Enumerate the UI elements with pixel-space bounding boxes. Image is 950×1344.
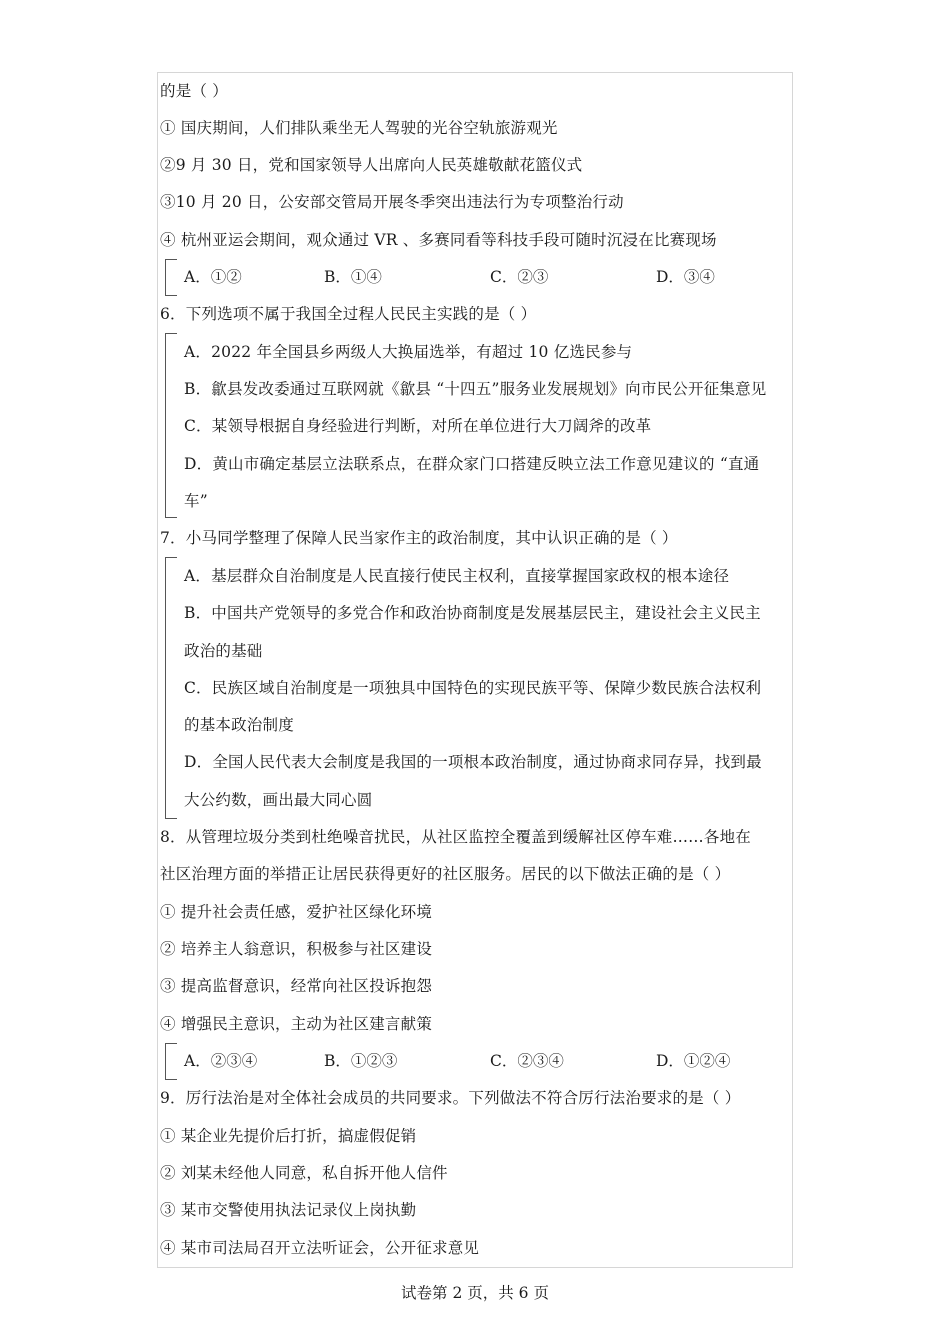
q8-option-a[interactable]: A．②③④ bbox=[184, 1052, 258, 1070]
q7-option-c-cont: 的基本政治制度 bbox=[184, 716, 294, 734]
q9-stem: 9．厉行法治是对全体社会成员的共同要求。下列做法不符合厉行法治要求的是（ ） bbox=[160, 1089, 741, 1107]
q8-stem-line-1: 8．从管理垃圾分类到杜绝噪音扰民，从社区监控全覆盖到缓解社区停车难……各地在 bbox=[160, 828, 751, 846]
q6-option-a[interactable]: A．2022 年全国县乡两级人大换届选举，有超过 10 亿选民参与 bbox=[184, 343, 633, 361]
q7-option-b-cont: 政治的基础 bbox=[184, 642, 263, 660]
q8-item-4: ④ 增强民主意识，主动为社区建言献策 bbox=[160, 1015, 433, 1033]
q7-options-bracket bbox=[165, 557, 177, 819]
q5-item-2: ②9 月 30 日，党和国家领导人出席向人民英雄敬献花篮仪式 bbox=[160, 156, 583, 174]
q8-item-1: ① 提升社会责任感，爱护社区绿化环境 bbox=[160, 903, 433, 921]
q8-option-c[interactable]: C．②③④ bbox=[490, 1052, 564, 1070]
q9-item-3: ③ 某市交警使用执法记录仪上岗执勤 bbox=[160, 1201, 417, 1219]
q6-option-d-cont: 车” bbox=[184, 492, 208, 510]
q6-options-bracket bbox=[165, 333, 177, 518]
q9-item-1: ① 某企业先提价后打折，搞虚假促销 bbox=[160, 1127, 417, 1145]
q8-options-bracket bbox=[165, 1043, 177, 1080]
q7-option-d-cont: 大公约数，画出最大同心圆 bbox=[184, 791, 373, 809]
q8-stem-line-2: 社区治理方面的举措正让居民获得更好的社区服务。居民的以下做法正确的是（ ） bbox=[160, 865, 731, 883]
q8-item-3: ③ 提高监督意识，经常向社区投诉抱怨 bbox=[160, 977, 433, 995]
q7-option-d[interactable]: D．全国人民代表大会制度是我国的一项根本政治制度，通过协商求同存异，找到最 bbox=[184, 753, 762, 771]
q6-option-b[interactable]: B．歙县发改委通过互联网就《歙县 “十四五”服务业发展规划》向市民公开征集意见 bbox=[184, 380, 767, 398]
q5-option-d[interactable]: D．③④ bbox=[656, 268, 715, 286]
q7-option-a[interactable]: A．基层群众自治制度是人民直接行使民主权利，直接掌握国家政权的根本途径 bbox=[184, 567, 730, 585]
q6-option-d[interactable]: D．黄山市确定基层立法联系点，在群众家门口搭建反映立法工作意见建议的 “直通 bbox=[184, 455, 760, 473]
q5-option-a[interactable]: A．①② bbox=[184, 268, 242, 286]
q5-item-3: ③10 月 20 日，公安部交管局开展冬季突出违法行为专项整治行动 bbox=[160, 193, 624, 211]
q5-stem-tail: 的是（ ） bbox=[160, 82, 228, 100]
q9-item-2: ② 刘某未经他人同意，私自拆开他人信件 bbox=[160, 1164, 448, 1182]
q6-option-c[interactable]: C．某领导根据自身经验进行判断，对所在单位进行大刀阔斧的改革 bbox=[184, 417, 652, 435]
q7-option-c[interactable]: C．民族区域自治制度是一项独具中国特色的实现民族平等、保障少数民族合法权利 bbox=[184, 679, 762, 697]
q6-stem: 6．下列选项不属于我国全过程人民民主实践的是（ ） bbox=[160, 305, 537, 323]
q8-option-b[interactable]: B．①②③ bbox=[324, 1052, 398, 1070]
q5-option-b[interactable]: B．①④ bbox=[324, 268, 382, 286]
q5-option-c[interactable]: C．②③ bbox=[490, 268, 549, 286]
q5-item-4: ④ 杭州亚运会期间，观众通过 VR 、多赛同看等科技手段可随时沉浸在比赛现场 bbox=[160, 231, 717, 249]
q5-item-1: ① 国庆期间，人们排队乘坐无人驾驶的光谷空轨旅游观光 bbox=[160, 119, 558, 137]
q7-stem: 7．小马同学整理了保障人民当家作主的政治制度，其中认识正确的是（ ） bbox=[160, 529, 678, 547]
q7-option-b[interactable]: B．中国共产党领导的多党合作和政治协商制度是发展基层民主，建设社会主义民主 bbox=[184, 604, 761, 622]
q8-item-2: ② 培养主人翁意识，积极参与社区建设 bbox=[160, 940, 433, 958]
page-footer: 试卷第 2 页，共 6 页 bbox=[401, 1284, 549, 1302]
q9-item-4: ④ 某市司法局召开立法听证会，公开征求意见 bbox=[160, 1239, 480, 1257]
q5-options-bracket bbox=[165, 259, 177, 296]
q8-option-d[interactable]: D．①②④ bbox=[656, 1052, 731, 1070]
